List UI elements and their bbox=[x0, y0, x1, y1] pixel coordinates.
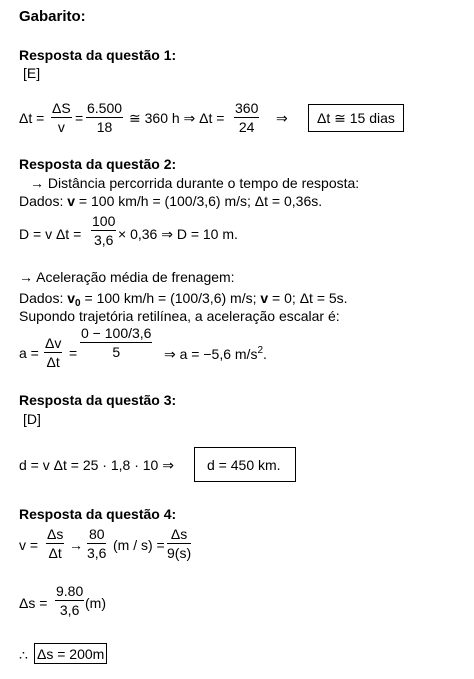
q4-f3-num: Δs bbox=[170, 526, 188, 542]
therefore-symbol: ∴ bbox=[19, 647, 28, 663]
page-title: Gabarito: bbox=[19, 8, 86, 25]
q2-dados-1-prefix: Dados: bbox=[19, 193, 68, 209]
q2-a-fraction-1 bbox=[44, 336, 62, 369]
q4-unit-1: (m / s) = bbox=[113, 537, 165, 553]
q4-fraction-4 bbox=[55, 584, 84, 617]
q2-a-fraction-2 bbox=[80, 326, 152, 359]
q2-a-f1-num: Δv bbox=[45, 335, 62, 351]
q1-fraction-1 bbox=[51, 101, 72, 134]
q4-arrow: → bbox=[69, 537, 83, 553]
q2-a-f2-num: 0 − 100/3,6 bbox=[81, 325, 152, 341]
q2-d-rhs: × 0,36 ⇒ D = 10 m. bbox=[118, 226, 238, 242]
q2-dados-1-rest: = 100 km/h = (100/3,6) m/s; Δt = 0,36s. bbox=[75, 193, 323, 209]
q2-a-rhs-text: ⇒ a = −5,6 m/s bbox=[164, 346, 258, 362]
q2-a-f1-den: Δt bbox=[46, 354, 60, 370]
q2-dados-2-v: v bbox=[260, 290, 269, 306]
q1-f2-den: 18 bbox=[96, 119, 113, 135]
q4-f4-den: 3,6 bbox=[59, 602, 80, 618]
q1-heading: Resposta da questão 1: bbox=[19, 47, 177, 63]
q4-f1-den: Δt bbox=[48, 545, 62, 561]
q2-supondo: Supondo trajetória retilínea, a aceleração escalar é: bbox=[19, 308, 340, 324]
q1-fraction-3 bbox=[234, 101, 259, 134]
q1-f3-den: 24 bbox=[238, 119, 255, 135]
q3-answer: [D] bbox=[23, 411, 41, 427]
q2-a-eq: = bbox=[69, 345, 78, 361]
q2-a-lhs: a = bbox=[19, 345, 39, 361]
q4-ds-lhs: Δs = bbox=[19, 595, 48, 611]
q4-v-lhs: v = bbox=[19, 537, 39, 553]
q3-boxed-result: d = 450 km. bbox=[194, 447, 296, 482]
q2-dados-2-rest: = 0; Δt = 5s. bbox=[268, 290, 348, 306]
q2-dados-2-v0: v bbox=[67, 290, 76, 306]
q4-fraction-2 bbox=[87, 527, 106, 560]
q3-equation: d = v Δt = 25 · 1,8 · 10 ⇒ bbox=[19, 457, 174, 473]
q2-dados-1 bbox=[19, 194, 322, 208]
q2-bullet-2: → Aceleração média de frenagem: bbox=[19, 269, 235, 285]
q1-f1-den: v bbox=[57, 119, 65, 135]
q2-dados-2-prefix: Dados: bbox=[19, 290, 68, 306]
q4-unit-2: (m) bbox=[85, 595, 106, 611]
q2-bullet-1: → Distância percorrida durante o tempo de resposta: bbox=[30, 175, 360, 191]
q1-dt-lhs: Δt = bbox=[19, 110, 45, 126]
q2-dados-2-mid: = 100 km/h = (100/3,6) m/s; bbox=[80, 290, 261, 306]
q3-heading: Resposta da questão 3: bbox=[19, 392, 177, 408]
q4-f1-num: Δs bbox=[47, 526, 64, 542]
q2-a-rhs bbox=[164, 346, 267, 361]
q1-boxed-result: Δt ≅ 15 dias bbox=[308, 104, 404, 132]
q1-f3-num: 360 bbox=[235, 100, 259, 116]
q1-f2-num: 6.500 bbox=[87, 100, 123, 116]
q1-f1-num: ΔS bbox=[52, 100, 71, 116]
q2-a-f2-den: 5 bbox=[112, 344, 121, 360]
q2-a-end: . bbox=[263, 346, 267, 362]
q4-fraction-3 bbox=[167, 527, 191, 560]
q2-dados-1-v: v bbox=[67, 193, 76, 209]
q1-approx: ≅ 360 h ⇒ Δt = bbox=[129, 110, 225, 126]
q1-answer: [E] bbox=[23, 65, 41, 81]
q1-fraction-2 bbox=[86, 101, 123, 134]
q1-eq-1: = bbox=[75, 110, 84, 126]
q4-fraction-1 bbox=[46, 527, 64, 560]
q2-dados-2-sub0: 0 bbox=[75, 298, 81, 309]
q4-f4-num: 9.80 bbox=[56, 583, 84, 599]
q2-d-num: 100 bbox=[92, 213, 116, 229]
q2-d-fraction bbox=[91, 214, 116, 247]
q4-boxed-result: Δs = 200m bbox=[34, 643, 107, 664]
q1-implies: ⇒ bbox=[276, 110, 288, 126]
q4-f2-num: 80 bbox=[88, 526, 105, 542]
q2-dados-2 bbox=[19, 291, 348, 309]
q2-d-lhs: D = v Δt = bbox=[19, 226, 82, 242]
q4-heading: Resposta da questão 4: bbox=[19, 506, 177, 522]
q2-a-sup: 2 bbox=[257, 345, 264, 356]
q2-heading: Resposta da questão 2: bbox=[19, 156, 177, 172]
q4-f3-den: 9(s) bbox=[167, 545, 192, 561]
q2-d-den: 3,6 bbox=[93, 232, 114, 248]
q4-f2-den: 3,6 bbox=[87, 545, 107, 561]
